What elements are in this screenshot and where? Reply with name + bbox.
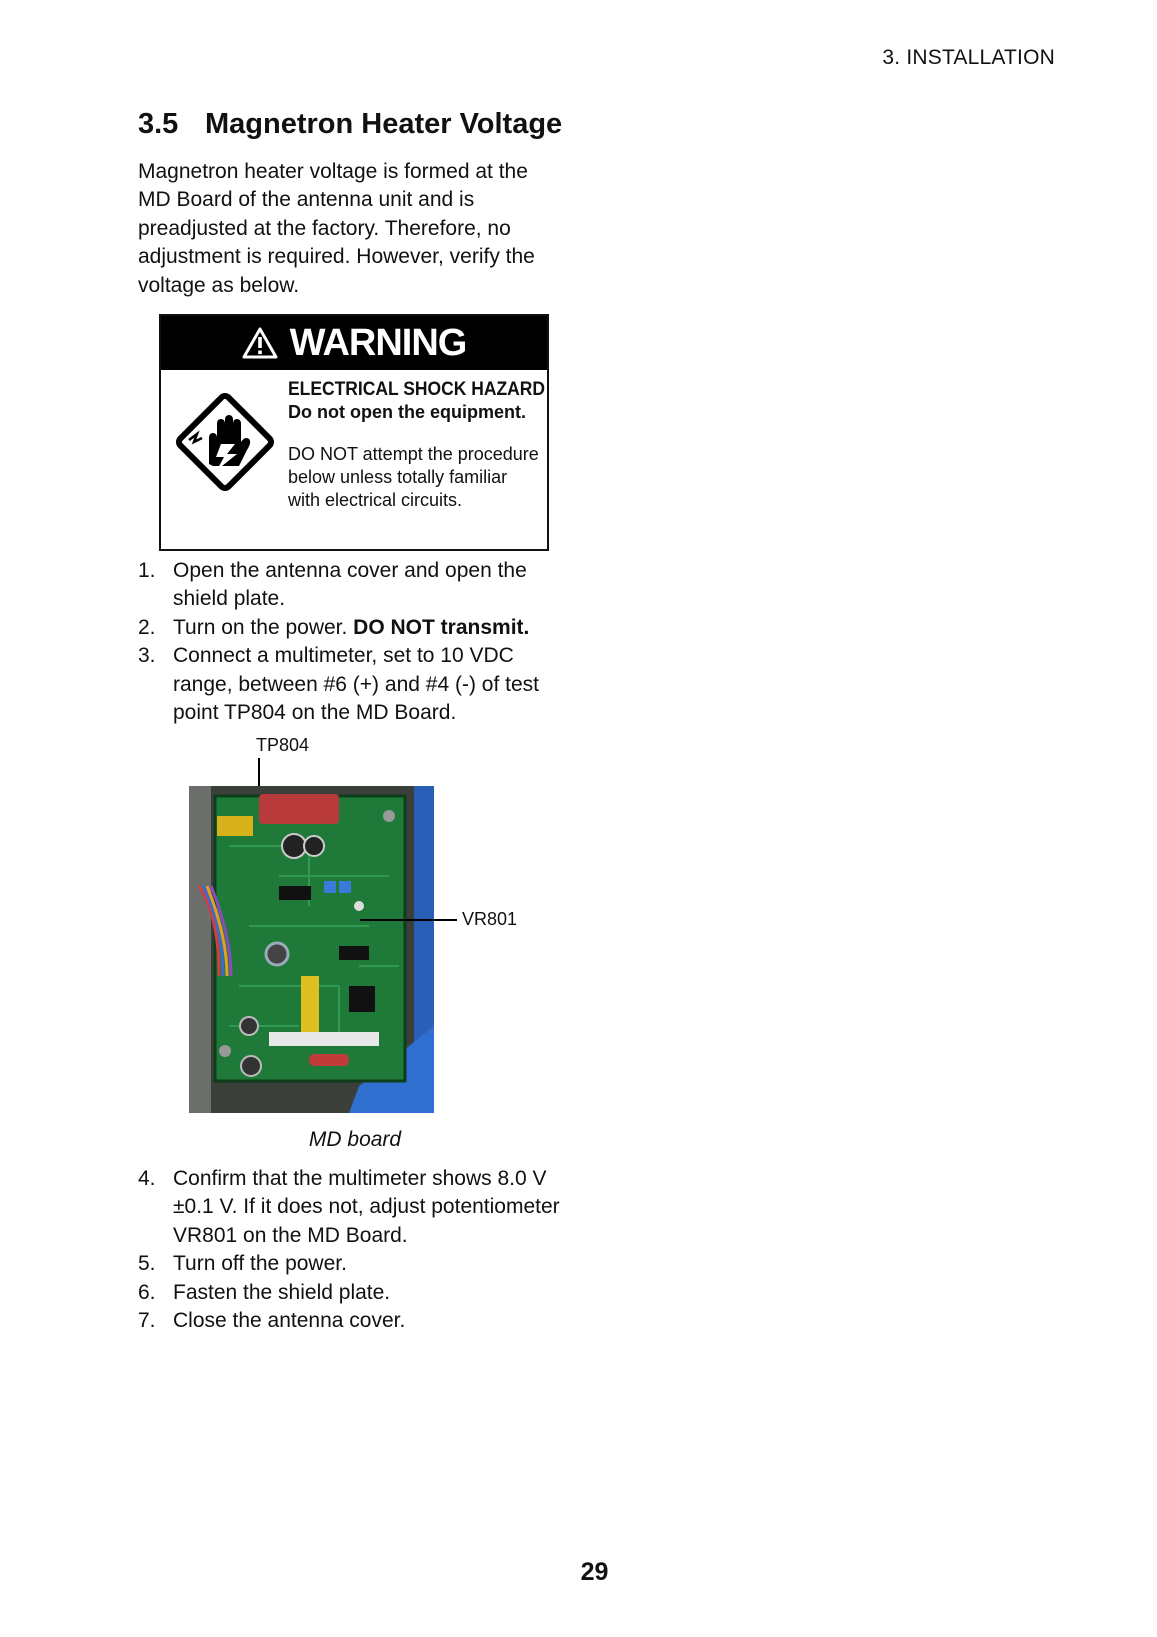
warning-label: WARNING [289, 321, 467, 364]
step-number: 3. [138, 644, 156, 668]
procedure-steps-second [138, 1165, 578, 1335]
step-item [138, 1307, 578, 1335]
hazard-subtitle: Do not open the equipment. [288, 402, 526, 422]
step-item [138, 1165, 578, 1250]
step-number: 7. [138, 1309, 156, 1333]
hazard-description: DO NOT attempt the procedure below unless totally familiar with electrical circuits. [288, 444, 539, 510]
step-text: Turn on the power. [173, 615, 354, 639]
step-text: Connect a multimeter, set to 10 VDC range, between #6 (+) and #4 (-) of test point TP804 on the MD Board. [173, 644, 539, 725]
step-number: 6. [138, 1280, 156, 1304]
step-text: Fasten the shield plate. [173, 1280, 391, 1304]
vr801-label: VR801 [462, 909, 518, 929]
section-title [138, 108, 562, 141]
step-item [138, 642, 578, 727]
section-number: 3.5 [138, 108, 179, 140]
intro-paragraph: Magnetron heater voltage is formed at the MD Board of the antenna unit and is preadjusted at the factory. Therefore, no adjustment is required. However, verify the voltage as below. [138, 160, 535, 297]
md-board-photo [189, 786, 434, 1113]
step-number: 1. [138, 559, 156, 582]
electric-shock-hand-icon [169, 386, 281, 498]
step-number: 2. [138, 615, 156, 639]
step-text: Open the antenna cover and open the shield plate. [173, 559, 527, 611]
step-item [138, 557, 578, 614]
vr801-leader-line [360, 919, 457, 921]
tp804-label: TP804 [256, 735, 310, 755]
section-title-text: Magnetron Heater Voltage [205, 108, 563, 140]
running-head: 3. INSTALLATION [882, 46, 1055, 69]
warning-triangle-icon [242, 326, 278, 360]
hazard-title: ELECTRICAL SHOCK HAZARD [288, 379, 546, 400]
step-emphasis: DO NOT transmit. [353, 615, 530, 639]
step-item [138, 1250, 578, 1278]
procedure-steps-first [138, 557, 578, 727]
warning-header [161, 316, 547, 370]
step-number: 4. [138, 1167, 156, 1190]
warning-box [159, 314, 549, 551]
step-number: 5. [138, 1252, 156, 1276]
page-number: 29 [580, 1558, 609, 1586]
step-item [138, 614, 578, 642]
step-text: Close the antenna cover. [173, 1309, 406, 1333]
step-item [138, 1279, 578, 1307]
step-text: Turn off the power. [173, 1252, 347, 1276]
step-text: Confirm that the multimeter shows 8.0 V ±0.1 V. If it does not, adjust potentiometer VR801 on the MD Board. [173, 1167, 560, 1247]
figure-caption: MD board [308, 1128, 402, 1151]
